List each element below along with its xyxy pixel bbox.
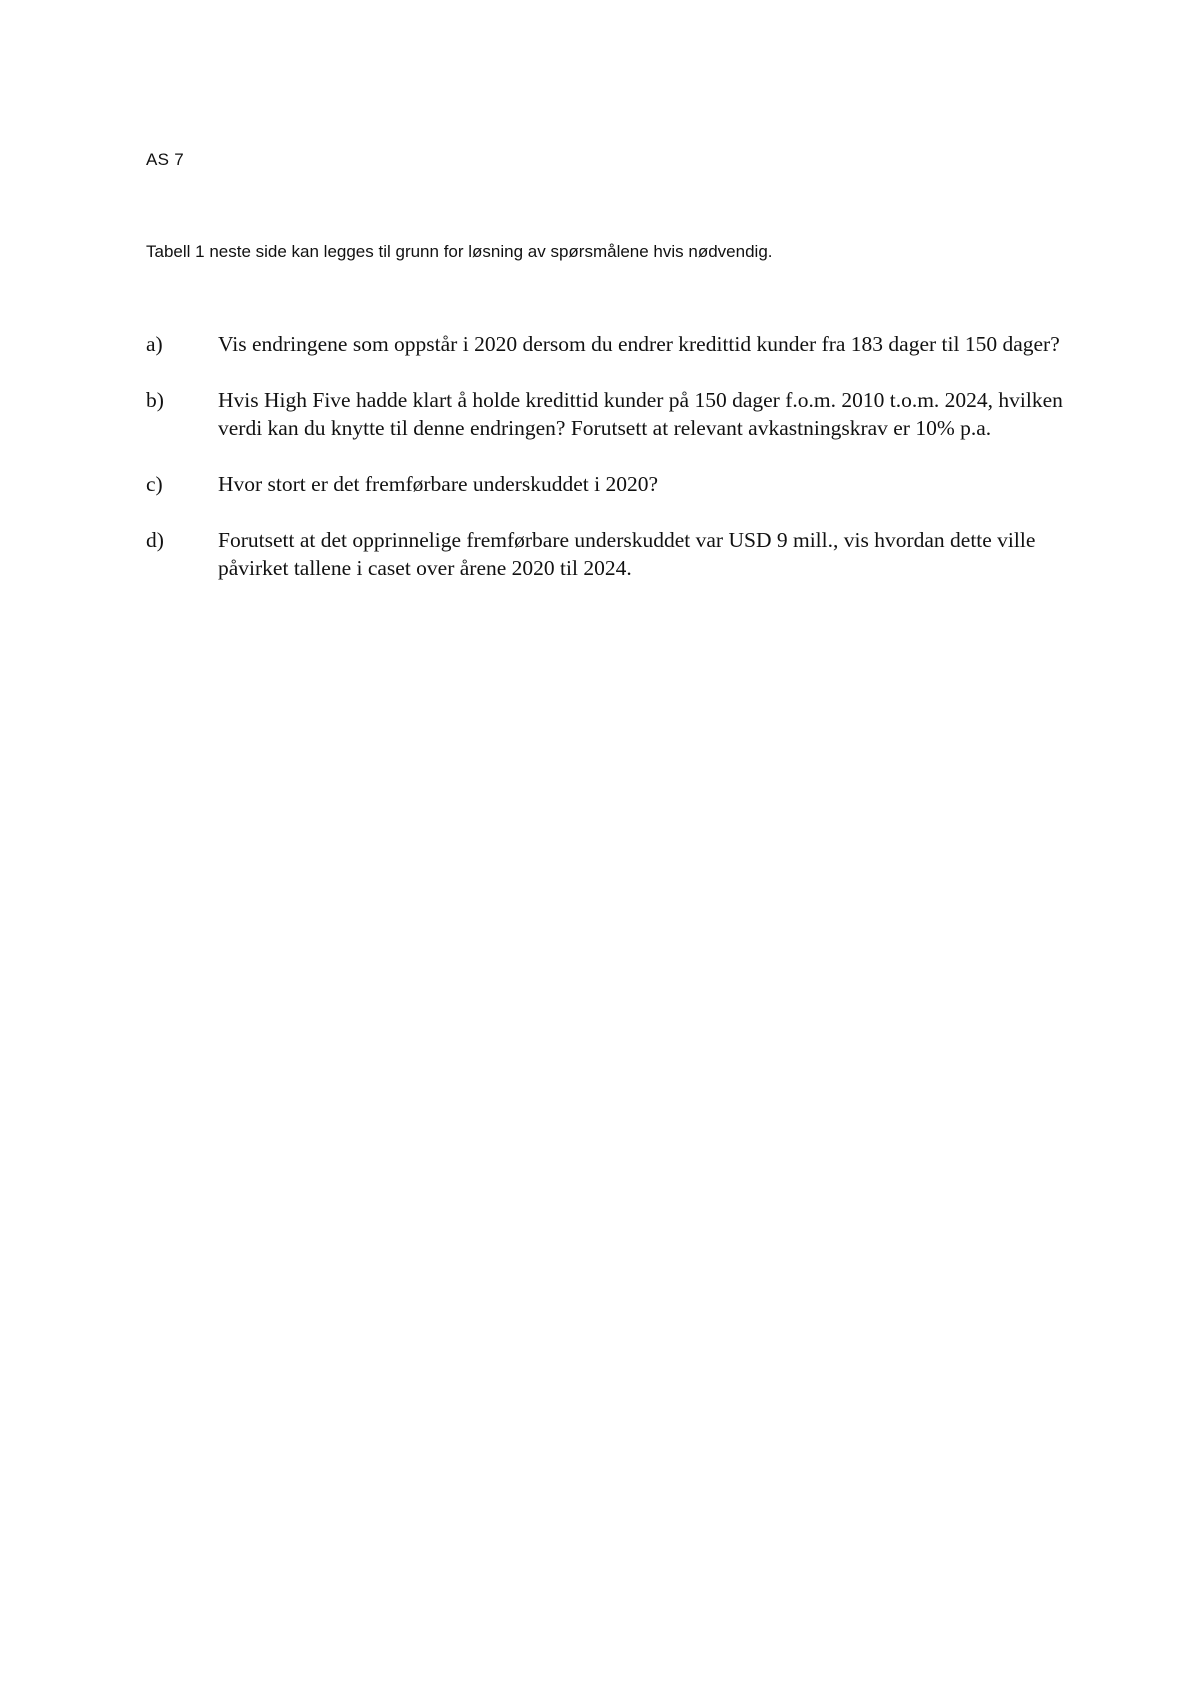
page-heading: AS 7	[146, 150, 185, 169]
question-text: Hvor stort er det fremførbare underskuddet i 2020?	[218, 472, 659, 496]
question-letter: d)	[146, 528, 164, 552]
question-item	[146, 526, 1086, 582]
question-letter: a)	[146, 332, 163, 356]
question-text: Vis endringene som oppstår i 2020 dersom du endrer kredittid kunder fra 183 dager til 150 dager?	[218, 332, 1060, 356]
question-letter: c)	[146, 472, 163, 496]
question-letter: b)	[146, 388, 164, 412]
question-item	[146, 330, 1086, 358]
intro-text: Tabell 1 neste side kan legges til grunn for løsning av spørsmålene hvis nødvendig.	[146, 242, 773, 261]
question-text: Hvis High Five hadde klart å holde kredittid kunder på 150 dager f.o.m. 2010 t.o.m. 2024, hvilken verdi kan du knytte til denne endringen? Forutsett at relevant avkastningskrav er 10% p.a.	[218, 388, 1063, 440]
question-text: Forutsett at det opprinnelige fremførbare underskuddet var USD 9 mill., vis hvordan dette ville påvirket tallene i caset over årene 2020 til 2024.	[218, 528, 1036, 580]
question-list	[146, 330, 1086, 610]
question-item	[146, 470, 1086, 498]
question-item	[146, 386, 1086, 442]
